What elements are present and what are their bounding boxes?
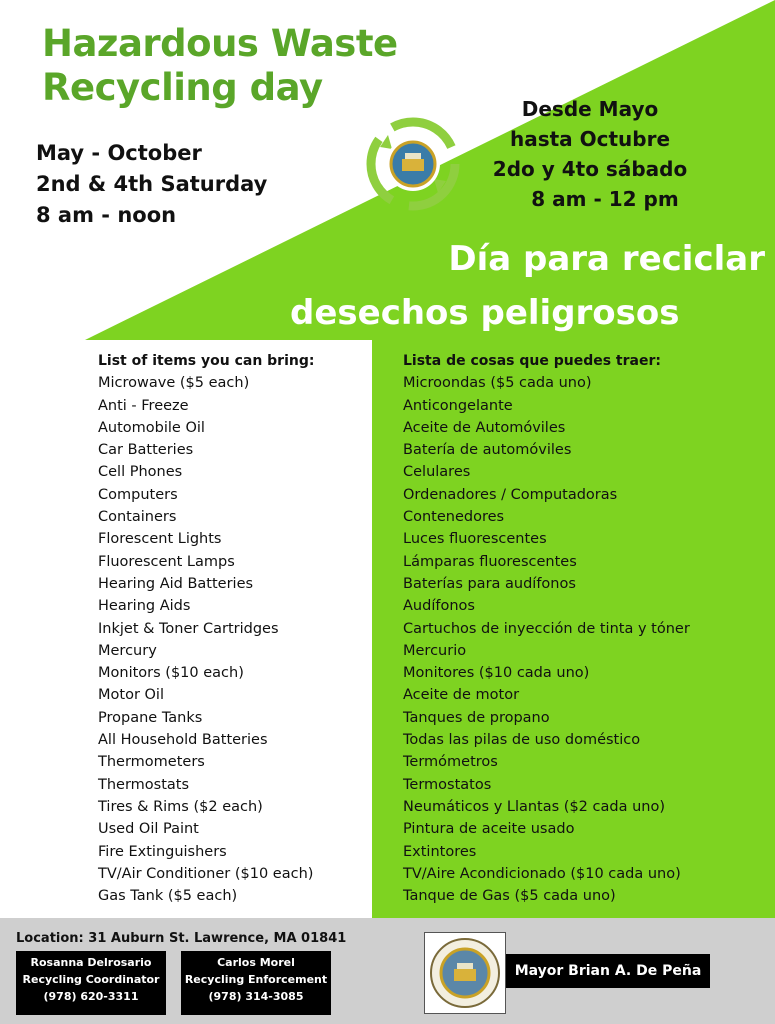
- list-item: Mercurio: [403, 642, 467, 659]
- title-english: [42, 22, 398, 110]
- city-seal-icon: [425, 933, 505, 1013]
- list-item: All Household Batteries: [98, 732, 268, 749]
- items-list-spanish-heading: Lista de cosas que puedes traer:: [403, 353, 661, 369]
- list-item: Fluorescent Lamps: [98, 553, 235, 570]
- list-item: Lámparas fluorescentes: [403, 553, 577, 570]
- list-item: Motor Oil: [98, 687, 164, 704]
- list-item: Hearing Aid Batteries: [98, 575, 254, 592]
- items-list-english-heading: List of items you can bring:: [98, 353, 315, 369]
- contact-name: Rosanna Delrosario: [30, 956, 152, 969]
- list-item: Audífonos: [403, 598, 475, 615]
- contact-role: Recycling Coordinator: [22, 973, 160, 986]
- list-item: Monitors ($10 each): [98, 665, 244, 682]
- city-seal-frame: [424, 932, 506, 1014]
- schedule-english-days: 2nd & 4th Saturday: [36, 172, 268, 196]
- list-item: Celulares: [403, 464, 471, 481]
- list-item: Tanques de propano: [403, 709, 550, 726]
- list-item: Todas las pilas de uso doméstico: [403, 732, 641, 749]
- contact-card-enforcement: [181, 951, 331, 1015]
- list-item: Florescent Lights: [98, 531, 222, 548]
- list-item: Mercury: [98, 642, 157, 659]
- list-item: Automobile Oil: [98, 419, 205, 436]
- list-item: Inkjet & Toner Cartridges: [98, 620, 279, 637]
- list-item: Fire Extinguishers: [98, 843, 227, 860]
- list-item: Contenedores: [403, 509, 505, 526]
- list-item: Used Oil Paint: [98, 821, 199, 838]
- mayor-name-label: Mayor Brian A. De Peña: [506, 954, 710, 988]
- contact-role: Recycling Enforcement: [184, 973, 328, 986]
- title-spanish: [270, 232, 765, 340]
- list-item: Microwave ($5 each): [98, 375, 250, 392]
- schedule-english: [36, 138, 267, 231]
- contact-card-coordinator: [16, 951, 166, 1015]
- schedule-spanish-line-2: hasta Octubre: [509, 127, 671, 151]
- list-item: Neumáticos y Llantas ($2 cada uno): [403, 798, 665, 815]
- list-item: Aceite de motor: [403, 687, 520, 704]
- list-item: Thermostats: [98, 776, 190, 793]
- schedule-english-months: May - October: [36, 141, 202, 165]
- list-item: Aceite de Automóviles: [403, 419, 566, 436]
- list-item: Batería de automóviles: [403, 442, 572, 459]
- recycling-seal-logo: [366, 117, 460, 211]
- list-item: TV/Aire Acondicionado ($10 cada uno): [403, 865, 681, 882]
- list-item: Propane Tanks: [98, 709, 203, 726]
- list-item: Computers: [98, 486, 178, 503]
- list-item: Containers: [98, 509, 177, 526]
- list-item: TV/Air Conditioner ($10 each): [98, 865, 314, 882]
- list-item: Cell Phones: [98, 464, 183, 481]
- contact-name: Carlos Morel: [217, 956, 295, 969]
- contact-phone: (978) 314-3085: [208, 990, 304, 1003]
- list-item: Tanque de Gas ($5 cada uno): [403, 888, 616, 905]
- schedule-spanish-line-1: Desde Mayo: [521, 97, 659, 121]
- title-english-line-2: Recycling day: [42, 66, 323, 109]
- items-list-spanish: [403, 350, 690, 907]
- list-item: Ordenadores / Computadoras: [403, 486, 618, 503]
- list-item: Termostatos: [403, 776, 492, 793]
- list-item: Gas Tank ($5 each): [98, 888, 238, 905]
- items-list-english: [98, 350, 314, 907]
- list-item: Hearing Aids: [98, 598, 191, 615]
- list-item: Luces fluorescentes: [403, 531, 547, 548]
- schedule-spanish: [470, 94, 710, 214]
- contact-phone: (978) 620-3311: [43, 990, 139, 1003]
- title-spanish-line-2: desechos peligrosos: [290, 293, 680, 333]
- list-item: Extintores: [403, 843, 477, 860]
- list-item: Cartuchos de inyección de tinta y tóner: [403, 620, 690, 637]
- title-english-line-1: Hazardous Waste: [42, 22, 398, 65]
- title-spanish-line-1: Día para reciclar: [448, 239, 765, 279]
- schedule-spanish-line-4: 8 am - 12 pm: [531, 187, 679, 211]
- list-item: Thermometers: [98, 754, 205, 771]
- list-item: Tires & Rims ($2 each): [98, 798, 263, 815]
- schedule-spanish-line-3: 2do y 4to sábado: [492, 157, 688, 181]
- list-item: Monitores ($10 cada uno): [403, 665, 590, 682]
- list-item: Pintura de aceite usado: [403, 821, 575, 838]
- list-item: Baterías para audífonos: [403, 575, 576, 592]
- list-item: Anticongelante: [403, 397, 513, 414]
- list-item: Car Batteries: [98, 442, 194, 459]
- schedule-english-hours: 8 am - noon: [36, 203, 177, 227]
- list-item: Anti - Freeze: [98, 397, 189, 414]
- location-address: Location: 31 Auburn St. Lawrence, MA 01841: [16, 931, 347, 946]
- list-item: Termómetros: [403, 754, 498, 771]
- list-item: Microondas ($5 cada uno): [403, 375, 592, 392]
